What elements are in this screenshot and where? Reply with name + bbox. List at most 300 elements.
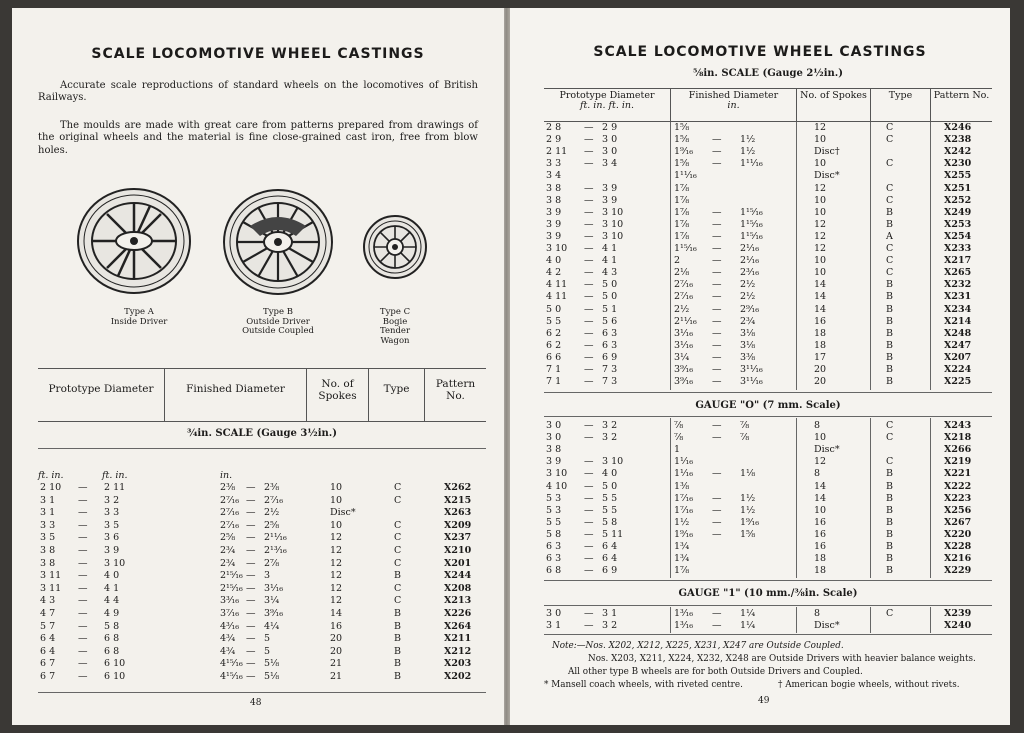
table-cell: 3⅜ [740,351,756,363]
table-cell: C [886,456,894,468]
column-rule [670,607,671,633]
table-cell: X203 [444,658,472,670]
table-cell: 1¹⁵⁄₁₆ [674,243,697,254]
table-cell: 1½ [740,492,756,504]
table-cell: — [584,134,594,146]
table-cell: 3 1 [546,620,562,632]
table-cell: — [712,420,722,431]
caption-line: Wagon [380,335,410,346]
header-label: Prototype Diameter [559,90,655,101]
table-cell: — [246,633,256,645]
table-cell: X242 [944,146,972,158]
table-cell: — [712,432,722,444]
header-spokes: No. of Spokes [306,369,368,421]
header-pattern: Pattern No. [424,369,486,421]
table-cell: — [584,291,594,303]
table-cell: X232 [944,279,972,291]
table-cell: — [584,158,594,170]
table-cell: 3 1 [602,608,618,619]
table-cell: 1⅞ [674,194,690,206]
table-cell: 1½ [740,134,756,146]
wheel-type-c-image [362,214,428,280]
table-cell: 2 8 [546,122,562,133]
table-cell: 2⁹⁄₁₆ [740,303,760,315]
table-cell: — [584,303,594,315]
table-cell: 3 9 [546,218,562,230]
table-cell: 10 [814,206,827,218]
table-cell: — [246,608,256,619]
table-cell: — [584,218,594,230]
header-pattern: Pattern No. [930,89,992,121]
table-cell: ⁷⁄₈ [674,420,684,431]
right-table-header [544,88,992,122]
table-cell: 5 3 [546,492,562,504]
table-cell: — [712,364,722,375]
caption-line: Bogie [382,316,408,327]
header-units: in. [727,100,740,111]
table-cell: X254 [944,230,972,242]
table-cell: 3¹⁄₁₆ [674,327,694,339]
table-cell: 2¾ [220,557,236,569]
table-cell: — [246,658,256,670]
table-cell: 3¹¹⁄₁₆ [740,376,763,388]
caption-line: Outside Coupled [242,326,314,336]
table-cell: C [886,267,894,279]
table-cell: — [246,557,256,569]
table-cell: 1¹⁵⁄₁₆ [740,218,763,230]
table-cell: — [584,492,594,504]
table-cell: — [246,582,256,594]
table-cell: 18 [814,565,827,577]
table-cell: 5 8 [602,516,618,528]
table-cell: — [712,504,722,516]
table-cell: — [78,620,88,632]
table-cell: 5 [264,645,271,657]
table-cell: C [394,532,402,544]
table-cell: 6 8 [546,565,562,577]
table-cell: 2¹⁵⁄₁₆ [220,582,243,594]
table-cell: 12 [330,532,343,544]
column-rule [930,122,931,390]
table-cell: 3³⁄₁₆ [220,595,240,607]
table-cell: 3 0 [602,146,618,158]
table-cell: 1⁷⁄₁₆ [674,504,694,516]
table-cell: 3⁹⁄₁₆ [264,608,284,619]
table-cell: 3¹⁄₁₆ [674,339,694,351]
table-cell: — [246,570,256,582]
table-cell: X210 [444,545,472,556]
table-gauge-o [544,418,992,578]
table-cell: — [246,545,256,556]
table-cell: B [394,671,401,682]
table-cell: C [394,595,402,607]
table-cell: 3 1 [40,494,56,506]
table-cell: — [584,339,594,351]
table-cell: — [78,532,88,544]
table-cell: C [886,255,894,267]
table-cell: 20 [330,633,343,645]
table-cell: 5 8 [546,528,562,540]
table-cell: 3⁷⁄₁₆ [220,608,240,619]
table-cell: — [78,519,88,531]
table-cell: 12 [330,595,343,607]
table-cell: — [246,519,256,531]
table-cell: X208 [444,582,472,594]
table-cell: 18 [814,327,827,339]
table-cell: B [886,364,893,375]
table-cell: 5 0 [602,279,618,291]
table-cell: 1¹¹⁄₁₆ [740,158,763,170]
note-mansell: * Mansell coach wheels, with riveted centre. [544,680,743,690]
table-cell: 3 6 [104,532,120,544]
table-cell: X233 [944,243,972,254]
table-cell: C [886,608,894,619]
table-cell: 16 [814,528,827,540]
table-cell: X220 [944,528,972,540]
table-cell: — [712,620,722,632]
table-cell: 16 [330,620,343,632]
table-cell: — [246,482,256,493]
table-cell: 6 2 [546,327,562,339]
table-cell: 5⅛ [264,671,280,682]
table-cell: 1⁹⁄₁₆ [674,528,694,540]
table-cell: X212 [444,645,472,657]
intro-paragraph: Accurate scale reproductions of standard wheels on the locomotives of British Railways. [38,80,478,104]
column-rule [930,607,931,633]
table-cell: 2 11 [104,482,126,493]
table-cell: 3¹¹⁄₁₆ [740,364,763,375]
table-cell: 6 4 [40,645,56,657]
table-cell: 8 [814,420,821,431]
table-cell: — [584,255,594,267]
table-cell: — [584,267,594,279]
table-cell: C [394,582,402,594]
table-cell: X226 [444,608,472,619]
table-cell: 1¹¹⁄₁₆ [674,170,697,182]
table-cell: — [712,206,722,218]
table-cell: 3 2 [602,420,618,431]
table-cell: 5 0 [546,303,562,315]
column-rule [670,418,671,578]
table-cell: 12 [814,182,827,194]
table-cell: 2 10 [40,482,62,493]
page-title: SCALE LOCOMOTIVE WHEEL CASTINGS [91,46,425,62]
table-cell: 10 [814,158,827,170]
table-cell: C [886,134,894,146]
table-cell: B [394,658,401,670]
units-in: in. [220,470,233,481]
table-cell: 2⁷⁄₁₆ [264,494,284,506]
table-cell: 5 0 [602,480,618,492]
table-cell: 3 8 [40,545,56,556]
table-cell: X263 [444,507,472,519]
table-cell: — [78,633,88,645]
table-cell: — [712,255,722,267]
scale-title: GAUGE "O" (7 mm. Scale) [695,400,841,411]
table-cell: — [712,492,722,504]
table-cell: 17 [814,351,827,363]
table-cell: — [712,134,722,146]
table-cell: 10 [814,267,827,279]
table-cell: 1¹⁄₁₆ [674,456,694,468]
table-cell: ⁷⁄₈ [740,420,750,431]
table-cell: C [886,122,894,133]
table-cell: B [886,516,893,528]
table-cell: X201 [444,557,472,569]
table-cell: X238 [944,134,972,146]
left-page [12,8,504,725]
table-cell: 1⅞ [674,230,690,242]
table-cell: 4 1 [602,255,618,267]
table-cell: 5 1 [602,303,618,315]
table-cell: 3¹⁄₁₆ [264,582,284,594]
table-cell: 6 6 [546,351,562,363]
table-cell: 12 [814,230,827,242]
table-cell: 2¹⁵⁄₁₆ [220,570,243,582]
caption-line: Tender [379,326,411,336]
table-cell: 1½ [740,504,756,516]
table-cell: — [712,516,722,528]
table-cell: 8 [814,468,821,480]
table-cell: 2 11 [546,146,568,158]
table-cell: 3 10 [602,218,624,230]
table-cell: B [394,620,401,632]
table-cell: 2¹⁄₁₆ [740,243,760,254]
table-cell: — [712,218,722,230]
table-cell: — [246,507,256,519]
table-cell: — [584,122,594,133]
table-cell: Disc* [814,620,840,632]
table-cell: 14 [814,480,827,492]
caption-line: Outside Driver [246,316,310,327]
table-cell: 1⅝ [674,134,690,146]
table-cell: 3 9 [104,545,120,556]
caption-line: Type C [379,307,411,317]
table-cell: 2¹³⁄₁₆ [264,545,287,556]
table-cell: X243 [944,420,972,431]
table-cell: 6 9 [602,351,618,363]
table-cell: 4 11 [546,279,568,291]
table-cell: 4 2 [546,267,562,279]
table-cell: 2³⁄₁₆ [740,267,760,279]
table-cell: — [584,420,594,431]
table-cell: 1½ [740,146,756,158]
table-cell: — [584,553,594,565]
scale-title: ⅝in. SCALE (Gauge 2½in.) [693,68,843,79]
table-cell: 2⅝ [220,532,236,544]
table-cell: 12 [814,456,827,468]
table-cell: 6 9 [602,565,618,577]
table-cell: B [886,553,893,565]
units-ft-2: ft. in. [102,470,128,481]
table-cell: 6 8 [104,633,120,645]
table-cell: 2½ [674,303,690,315]
table-cell: 5 8 [104,620,120,632]
table-cell: 4 11 [546,291,568,303]
table-cell: 1¾ [674,553,690,565]
table-cell: X265 [944,267,972,279]
table-cell: 18 [814,339,827,351]
table-cell: 5 6 [602,315,618,327]
table-cell: C [886,158,894,170]
scale-title: GAUGE "1" (10 mm./⅜in. Scale) [678,588,858,599]
table-cell: — [584,364,594,375]
scale-title: ¾in. SCALE (Gauge 3½in.) [186,428,338,439]
header-spokes: No. of Spokes [796,89,870,121]
units-ft-1: ft. in. [38,470,64,481]
table-cell: 10 [330,519,343,531]
table-cell: 3 [264,570,271,582]
table-cell: 16 [814,516,827,528]
table-cell: 1⁹⁄₁₆ [674,146,694,158]
table-cell: 10 [814,504,827,516]
table-cell: C [394,557,402,569]
table-cell: 6 7 [40,671,56,682]
table-five-eighths-scale [544,122,992,390]
table-cell: 6 4 [602,553,618,565]
table-cell: 7 1 [546,376,562,388]
table-cell: 5 0 [602,291,618,303]
table-cell: 4 0 [104,570,120,582]
table-cell: — [712,279,722,291]
table-cell: 3 2 [602,432,618,444]
table-cell: B [886,468,893,480]
column-rule [796,418,797,578]
wheel-type-b-image [220,186,336,298]
table-cell: X231 [944,291,972,303]
table-cell: 2⁷⁄₁₆ [674,291,694,303]
table-cell: 3 5 [104,519,120,531]
table-cell: 2½ [740,291,756,303]
table-cell: 1⅞ [674,218,690,230]
moulds-paragraph: The moulds are made with great care from patterns prepared from drawings of the original wheels and the material is fine close-grained cast iron, free from blow holes. [38,120,478,156]
table-cell: — [78,507,88,519]
table-cell: X237 [444,532,472,544]
table-cell: 2¹¹⁄₁₆ [674,315,697,327]
table-cell: 3 2 [602,620,618,632]
table-cell: B [394,645,401,657]
wheel-type-a-image [74,186,194,296]
header-label: Finished Diameter [688,90,779,101]
table-cell: 2¾ [740,315,756,327]
table-cell: 1³⁄₁₆ [674,608,694,619]
table-cell: — [584,146,594,158]
table-cell: X253 [944,218,972,230]
table-cell: X216 [944,553,972,565]
table-cell: — [712,608,722,619]
table-cell: 1⅛ [740,468,756,480]
table-cell: 10 [814,194,827,206]
table-cell: B [394,608,401,619]
table-cell: 3 8 [546,182,562,194]
table-cell: Disc* [330,507,356,519]
page-number: 49 [758,696,770,706]
table-cell: 1⅝ [674,122,690,133]
table-cell: 2⅝ [264,519,280,531]
table-cell: 2⅜ [220,482,236,493]
table-cell: 1 [674,444,681,456]
column-rule [796,607,797,633]
table-cell: 7 3 [602,376,618,388]
table-cell: 3 0 [602,134,618,146]
table-cell: 3 2 [104,494,120,506]
table-cell: 4¹⁵⁄₁₆ [220,671,243,682]
table-cell: — [78,671,88,682]
table-cell: X251 [944,182,972,194]
table-cell: B [886,303,893,315]
table-cell: 10 [814,432,827,444]
table-cell: C [394,519,402,531]
table-cell: 3 3 [40,519,56,531]
table-cell: B [886,492,893,504]
table-cell: 5 5 [602,504,618,516]
caption-line: Type B [263,307,293,317]
table-cell: — [712,230,722,242]
table-cell: 6 3 [546,553,562,565]
table-cell: — [712,376,722,388]
table-cell: X249 [944,206,972,218]
table-cell: 6 4 [602,541,618,552]
table-cell: X217 [944,255,972,267]
table-cell: X255 [944,170,972,182]
header-type: Type [368,369,424,421]
table-cell: 1¼ [740,608,756,619]
table-cell: 3 10 [546,243,568,254]
table-cell: 2⅛ [674,267,690,279]
column-rule [930,418,931,578]
table-cell: — [78,582,88,594]
table-cell: B [886,291,893,303]
table-cell: 3 10 [546,468,568,480]
table-cell: 3 0 [546,432,562,444]
table-cell: X262 [444,482,472,493]
table-cell: X218 [944,432,972,444]
table-cell: 3 0 [546,420,562,431]
left-table-header [38,368,486,422]
divider [544,392,992,393]
table-cell: 4¾ [220,633,236,645]
table-cell: X214 [944,315,972,327]
table-cell: 10 [814,134,827,146]
table-cell: X213 [444,595,472,607]
table-cell: A [886,230,893,242]
table-cell: — [584,468,594,480]
table-cell: X240 [944,620,972,632]
table-cell: 6 8 [104,645,120,657]
table-cell: X207 [944,351,972,363]
table-cell: B [886,528,893,540]
table-cell: 7 1 [546,364,562,375]
table-cell: 4 3 [602,267,618,279]
table-cell: X246 [944,122,972,133]
table-cell: 1¹⁵⁄₁₆ [740,206,763,218]
table-cell: 3¼ [264,595,280,607]
table-cell: C [886,420,894,431]
table-cell: B [886,504,893,516]
table-cell: — [246,595,256,607]
table-cell: B [886,315,893,327]
table-cell: 2 9 [602,122,618,133]
divider [544,416,992,417]
table-cell: 3 9 [602,194,618,206]
table-cell: B [886,565,893,577]
table-cell: X229 [944,565,972,577]
table-cell: 5⅛ [264,658,280,670]
table-cell: 12 [330,545,343,556]
table-cell: 6 10 [104,658,126,670]
table-cell: ⁷⁄₈ [740,432,750,444]
table-cell: 4 7 [40,608,56,619]
